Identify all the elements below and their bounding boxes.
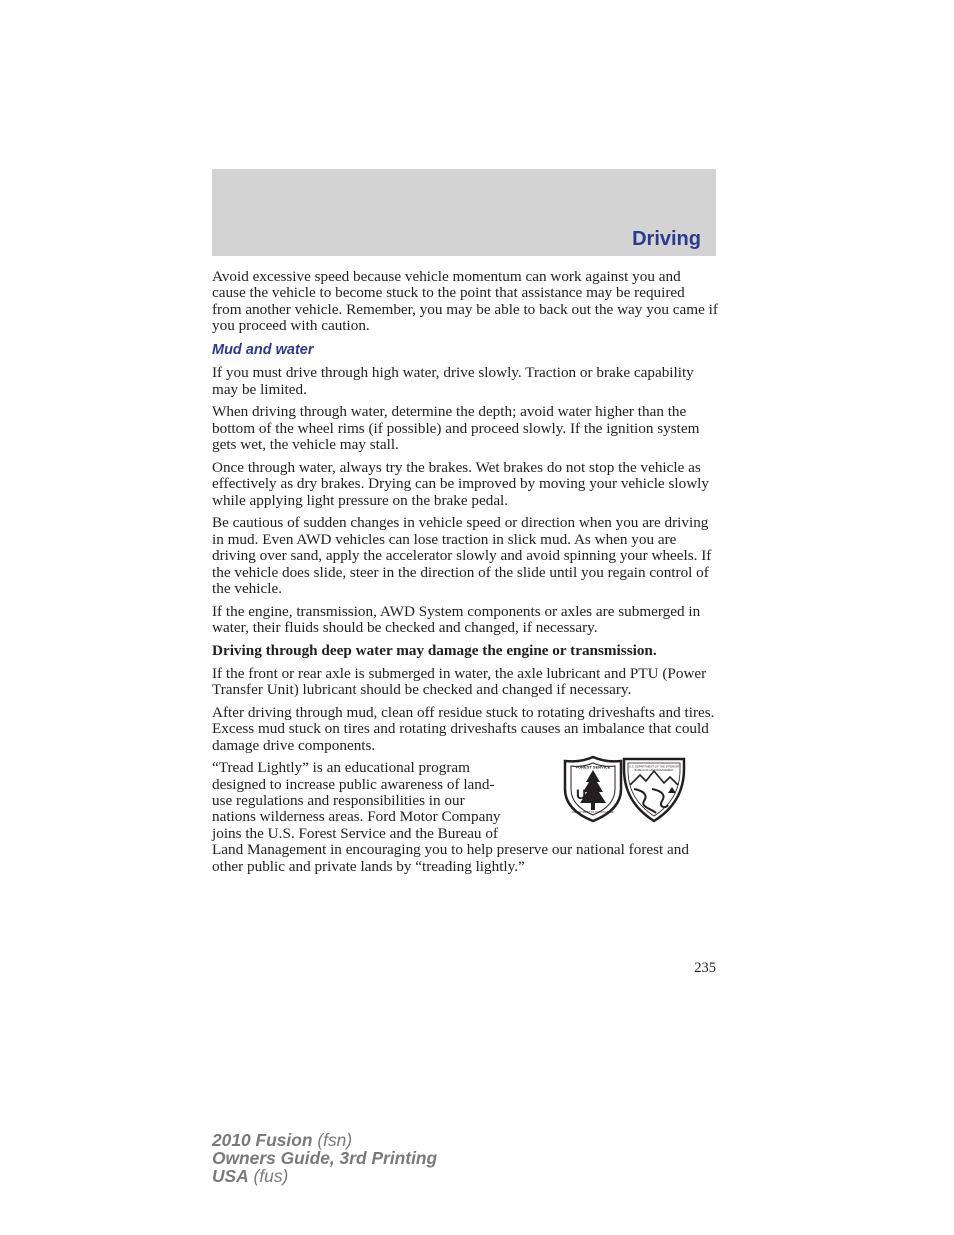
footer-guide-name: Owners Guide, 3rd Printing <box>212 1148 438 1168</box>
blm-top-text: U.S. DEPARTMENT OF THE INTERIOR <box>628 764 680 769</box>
body-paragraph: After driving through mud, clean off residue stuck to rotating driveshafts and tires. Excess mud stuck on tires and rotating driveshafts causes an imbalance that could damage drive components. <box>212 703 715 754</box>
blm-sub-text: BUREAU OF LAND MANAGEMENT <box>634 769 674 773</box>
footer-region-name: USA <box>212 1166 249 1186</box>
forest-service-shield-icon <box>562 755 624 823</box>
agency-logos <box>512 760 718 828</box>
footer-region-code: (fus) <box>248 1166 289 1186</box>
body-paragraph: If the engine, transmission, AWD System components or axles are submerged in water, their fluids should be checked and changed, if necessary. <box>212 602 701 637</box>
document-footer <box>212 1131 437 1185</box>
body-paragraph: “Tread Lightly” is an educational program designed to increase public awareness of land-use regulations and responsibilities in our nations wilderness areas. Ford Motor Company joins the U.S. Forest Service and the Bureau of Land Management in encouraging you to help preserve our national forest and other public and private lands by “treading lightly.” <box>212 759 689 875</box>
footer-line-model <box>212 1131 437 1149</box>
subheading: Mud and water <box>212 341 314 358</box>
warning-paragraph: Driving through deep water may damage the engine or transmission. <box>212 641 657 659</box>
body-paragraph: Avoid excessive speed because vehicle momentum can work against you and cause the vehicle to become stuck to the point that assistance may be required from another vehicle. Remember, you may be able to back out the way you came if you proceed with caution. <box>212 268 718 335</box>
blm-shield-icon <box>622 755 686 823</box>
body-paragraph: When driving through water, determine the depth; avoid water higher than the bottom of the wheel rims (if possible) and proceed slowly. If the ignition system gets wet, the vehicle may stall. <box>212 403 700 454</box>
forest-service-bottom-text: DEPARTMENT OF AGRICULTURE <box>572 811 614 815</box>
forest-service-letter-u: US <box>576 786 596 803</box>
footer-line-region <box>212 1167 437 1185</box>
page-content <box>212 269 718 881</box>
body-paragraph: If the front or rear axle is submerged in water, the axle lubricant and PTU (Power Transfer Unit) lubricant should be checked and changed if necessary. <box>212 664 707 699</box>
page-number: 235 <box>694 960 716 976</box>
forest-service-top-text: FOREST SERVICE <box>575 764 611 770</box>
footer-line-guide <box>212 1149 437 1167</box>
body-paragraph: If you must drive through high water, drive slowly. Traction or brake capability may be limited. <box>212 364 694 398</box>
section-header-band <box>212 169 716 256</box>
footer-model-name: 2010 Fusion <box>212 1130 313 1150</box>
body-paragraph: Once through water, always try the brakes. Wet brakes do not stop the vehicle as effectively as dry brakes. Drying can be improved by moving your vehicle slowly while applying light pressure on the brake pedal. <box>212 458 709 509</box>
body-paragraph: Be cautious of sudden changes in vehicle speed or direction when you are driving in mud. Even AWD vehicles can lose traction in slick mud. As when you are driving over sand, apply the accelerator slowly and avoid spinning your wheels. If the vehicle does slide, steer in the direction of the slide until you regain control of the vehicle. <box>212 514 712 598</box>
footer-model-code: (fsn) <box>312 1130 353 1150</box>
section-title: Driving <box>632 228 701 250</box>
